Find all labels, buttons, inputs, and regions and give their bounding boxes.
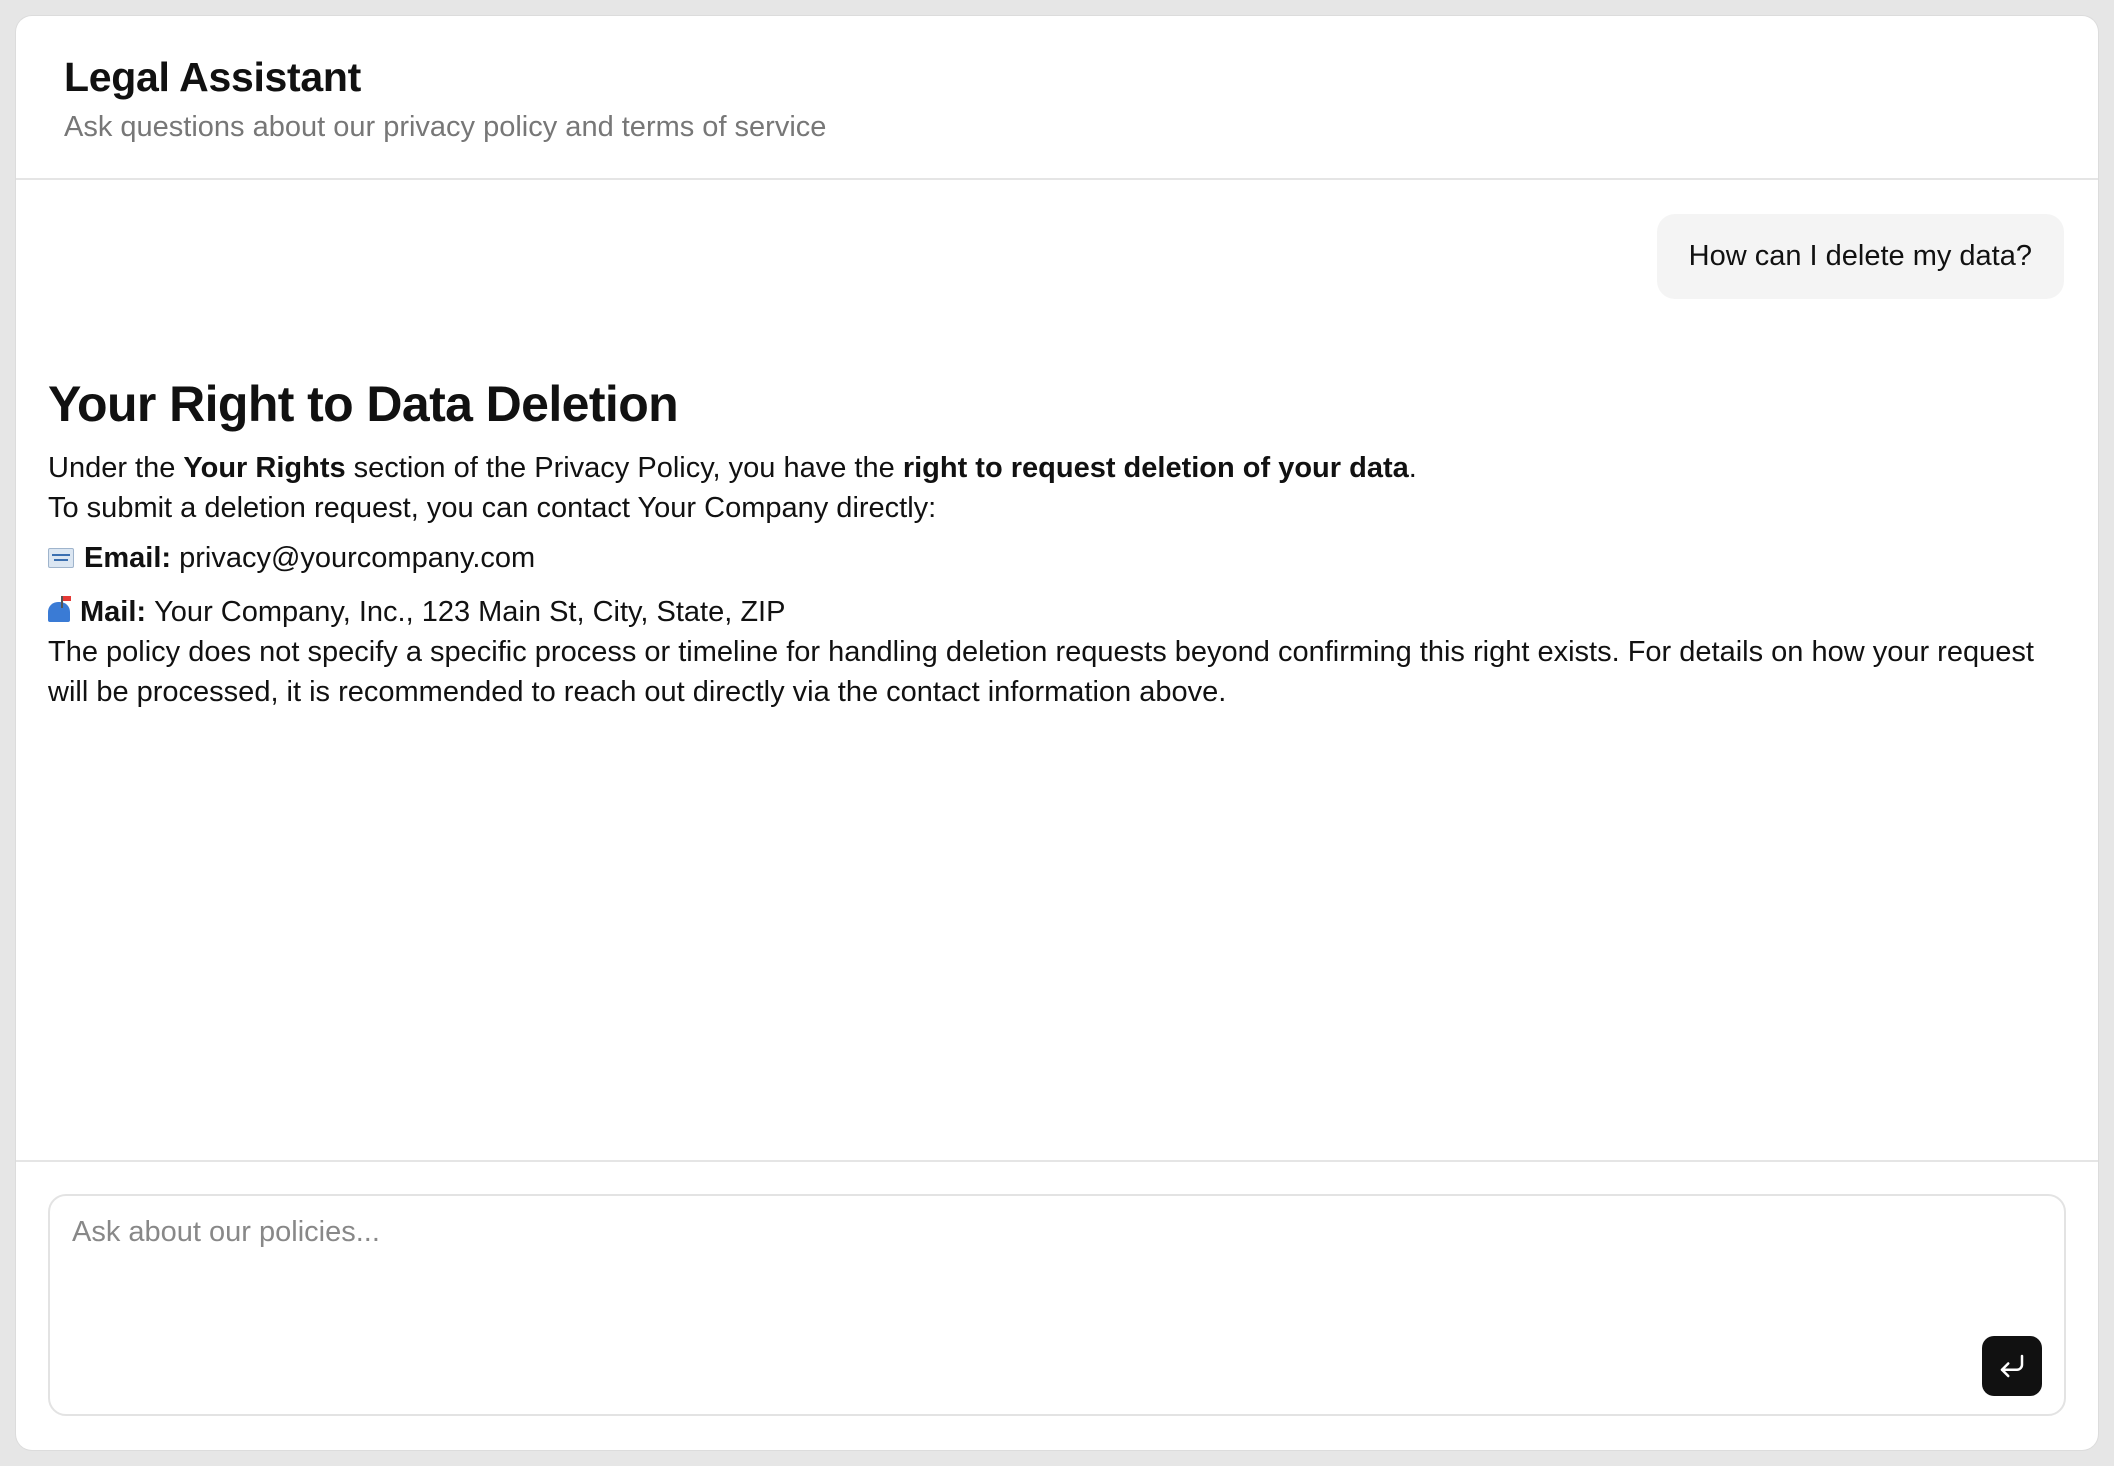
enter-icon — [1997, 1351, 2027, 1381]
mail-label: Mail: — [80, 596, 147, 628]
answer-paragraph-rights — [48, 448, 2038, 488]
contact-mail-line — [48, 592, 2038, 632]
deletion-right-emphasis: right to request deletion of your data — [902, 452, 1409, 484]
message-input[interactable] — [70, 1214, 1974, 1368]
answer-heading: Your Right to Data Deletion — [48, 376, 679, 432]
rights-section-name: Your Rights — [183, 452, 346, 484]
app-subtitle: Ask questions about our privacy policy and terms of service — [64, 111, 827, 143]
contact-email-line — [48, 538, 2038, 578]
mail-value: Your Company, Inc., 123 Main St, City, State, ZIP — [154, 596, 786, 628]
answer-paragraph-process: The policy does not specify a specific process or timeline for handling deletion requests beyond confirming this right exists. For details on how your request will be processed, it is recommended to reach out directly via the contact information above. — [48, 636, 2034, 708]
answer-paragraph-contact-intro: To submit a deletion request, you can contact Your Company directly: — [48, 492, 937, 524]
email-value[interactable]: privacy@yourcompany.com — [179, 542, 536, 574]
rights-text-1: Under the — [48, 452, 184, 484]
app-window — [16, 16, 2098, 1450]
rights-text-3: . — [1408, 452, 1417, 484]
message-composer — [48, 1194, 2066, 1416]
composer-area — [16, 1160, 2098, 1450]
envelope-icon — [48, 548, 74, 568]
mailbox-icon — [48, 602, 70, 622]
email-label: Email: — [84, 542, 172, 574]
send-button[interactable] — [1982, 1336, 2042, 1396]
user-message-bubble: How can I delete my data? — [1657, 214, 2064, 299]
header — [16, 16, 2098, 180]
assistant-message — [48, 372, 2038, 712]
app-title: Legal Assistant — [64, 54, 362, 100]
rights-text-2: section of the Privacy Policy, you have the — [345, 452, 903, 484]
chat-transcript[interactable] — [16, 180, 2098, 1160]
